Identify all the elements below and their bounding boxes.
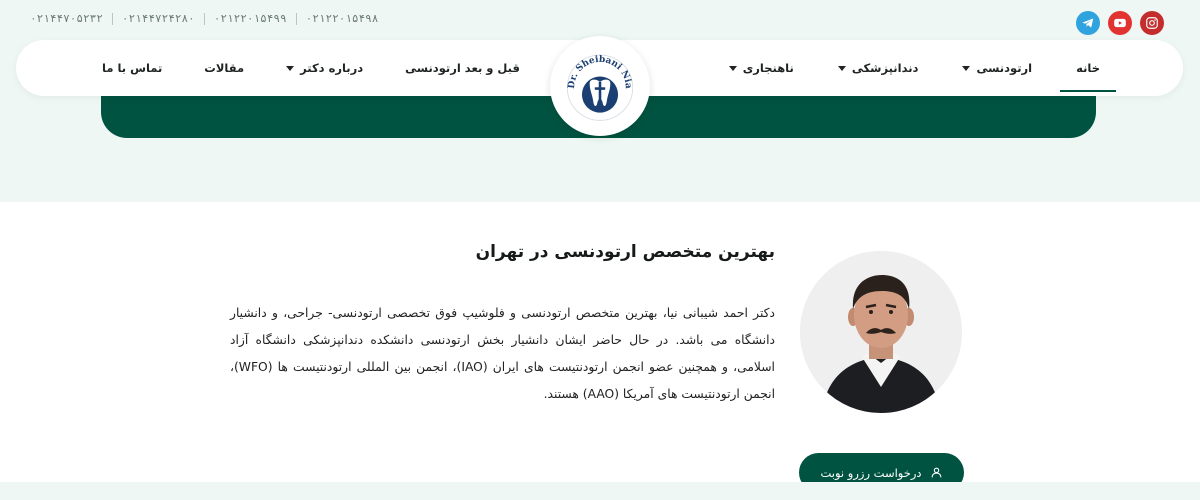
nav-item-dentistry[interactable] (838, 61, 919, 75)
telegram-link[interactable] (1076, 11, 1100, 35)
phone-number[interactable]: ۰۲۱۴۴۷۰۵۲۳۲ (30, 12, 103, 25)
doctor-photo (800, 251, 962, 413)
nav-item-label: مقالات (204, 61, 245, 75)
instagram-icon (1145, 16, 1159, 30)
site-logo[interactable] (550, 36, 650, 136)
phone-number[interactable]: ۰۲۱۲۲۰۱۵۴۹۸ (305, 12, 379, 25)
user-icon (930, 466, 943, 479)
nav-item-home[interactable] (1076, 61, 1100, 75)
phone-number[interactable]: ۰۲۱۲۲۰۱۵۴۹۹ (213, 12, 287, 25)
phone-number[interactable]: ۰۲۱۴۴۷۲۴۲۸۰ (121, 12, 195, 25)
caret-down-icon (729, 66, 737, 71)
nav-item-before-after[interactable] (405, 61, 520, 75)
nav-group-right (729, 40, 1100, 96)
caret-down-icon (962, 66, 970, 71)
book-appointment-label: درخواست رزرو نوبت (820, 465, 922, 480)
nav-item-about-doctor[interactable] (286, 61, 363, 75)
telegram-icon (1081, 16, 1095, 30)
nav-item-contact[interactable] (102, 61, 162, 75)
phone-list (30, 12, 378, 25)
doctor-description: دکتر احمد شیبانی نیا، بهترین متخصص ارتودنسی و فلوشیپ فوق تخصصی ارتودنسی- جراحی، و دانشیار دانشگاه می باشد. در حال حاضر ایشان دانشیار بخش ارتودنسی دانشکده دندانپزشکی دانشگاه آزاد اسلامی، و همچنین عضو انجمن ارتودنتیست های ایران (IAO)، انجمن بین المللی ارتودنتیست ها (WFO)، انجمن ارتودنتیست های آمریکا (AAO) هستند. (230, 306, 775, 401)
nav-item-orthodontics[interactable] (962, 61, 1032, 75)
doctor-portrait (800, 251, 962, 413)
divider (204, 13, 205, 25)
nav-item-label: تماس با ما (102, 61, 163, 75)
nav-item-label: خانه (1076, 61, 1100, 75)
caret-down-icon (286, 66, 294, 71)
nav-item-label: قبل و بعد ارتودنسی (405, 61, 520, 75)
nav-item-label: ارتودنسی (976, 61, 1033, 75)
nav-item-articles[interactable] (204, 61, 244, 75)
nav-group-left (102, 40, 520, 96)
divider (112, 13, 113, 25)
next-section-edge (0, 482, 1200, 500)
youtube-link[interactable] (1108, 11, 1132, 35)
youtube-icon (1113, 16, 1127, 30)
nav-item-label: دندانپزشکی (851, 61, 919, 75)
tooth-logo-icon (557, 43, 643, 129)
svg-text:Dr. Sheibani Nia: Dr. Sheibani Nia (566, 54, 633, 90)
about-section (0, 202, 1200, 482)
top-bar (0, 0, 1200, 40)
caret-down-icon (838, 66, 846, 71)
nav-item-label: ناهنجاری (742, 61, 794, 75)
section-heading: بهترین متخصص ارتودنسی در تهران (475, 242, 775, 262)
nav-item-label: درباره دکتر (300, 61, 364, 75)
nav-item-malocclusion[interactable] (729, 61, 794, 75)
social-links (1076, 11, 1164, 35)
divider (296, 13, 297, 25)
instagram-link[interactable] (1140, 11, 1164, 35)
